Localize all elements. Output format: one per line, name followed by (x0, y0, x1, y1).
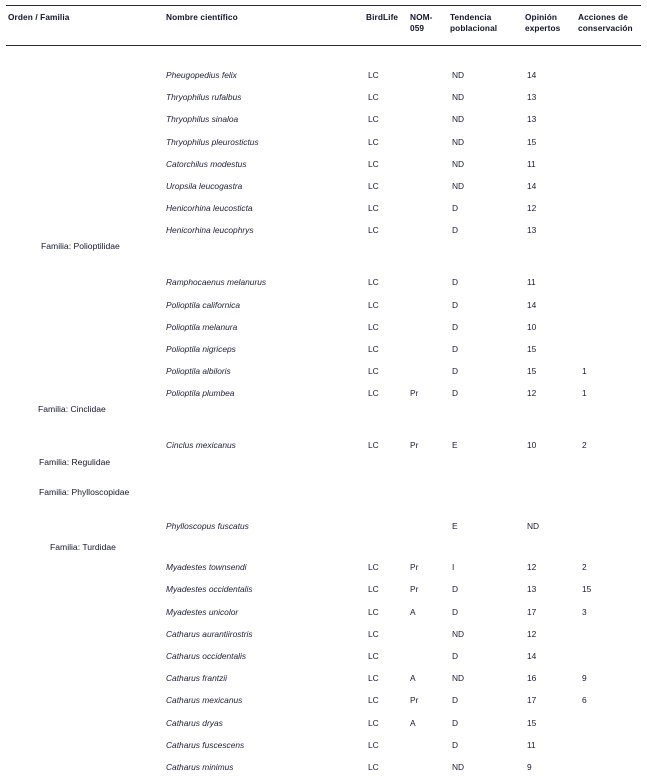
cell-nombre-cientifico: Henicorhina leucosticta (166, 203, 253, 213)
cell-nombre-cientifico: Thryophilus rufalbus (166, 92, 242, 102)
cell-tendencia-poblacional: D (452, 322, 459, 332)
table-row (0, 224, 647, 238)
cell-tendencia-poblacional: D (452, 718, 459, 728)
table-row (0, 91, 647, 105)
cell-opinion-expertos: 13 (527, 92, 537, 102)
cell-acciones-conservacion: 1 (582, 388, 587, 398)
table-row (0, 321, 647, 335)
cell-birdlife: LC (368, 277, 379, 287)
cell-tendencia-poblacional: ND (452, 629, 465, 639)
cell-acciones-conservacion: 3 (582, 607, 587, 617)
column-header-acciones-line1: Acciones de (578, 12, 628, 22)
cell-birdlife: LC (368, 562, 379, 572)
column-header-birdlife: BirdLife (366, 12, 399, 22)
cell-nom-059: Pr (410, 695, 419, 705)
cell-birdlife: LC (368, 344, 379, 354)
cell-birdlife: LC (368, 651, 379, 661)
table-row (0, 202, 647, 216)
cell-nombre-cientifico: Myadestes townsendi (166, 562, 247, 572)
column-header-opinion-line1: Opinión (525, 12, 558, 22)
cell-nombre-cientifico: Catharus occidentalis (166, 651, 247, 661)
cell-tendencia-poblacional: D (452, 366, 459, 376)
table-row-family (0, 403, 647, 417)
cell-nombre-cientifico: Myadestes occidentalis (166, 584, 253, 594)
cell-tendencia-poblacional: I (452, 562, 455, 572)
cell-opinion-expertos: 15 (527, 344, 537, 354)
cell-nombre-cientifico: Cinclus mexicanus (166, 440, 236, 450)
table-row (0, 739, 647, 753)
table-row (0, 561, 647, 575)
cell-birdlife: LC (368, 203, 379, 213)
cell-tendencia-poblacional: D (452, 300, 459, 310)
cell-birdlife: LC (368, 300, 379, 310)
cell-opinion-expertos: 12 (527, 203, 537, 213)
table-row (0, 180, 647, 194)
column-header-nom-059 (410, 12, 448, 33)
table-row (0, 136, 647, 150)
cell-opinion-expertos: 15 (527, 718, 537, 728)
cell-opinion-expertos: 12 (527, 562, 537, 572)
cell-tendencia-poblacional: D (452, 740, 459, 750)
cell-tendencia-poblacional: D (452, 695, 459, 705)
table-row-family (0, 456, 647, 470)
table-row (0, 276, 647, 290)
cell-opinion-expertos: 14 (527, 300, 537, 310)
cell-nombre-cientifico: Ramphocaenus melanurus (166, 277, 267, 287)
cell-opinion-expertos: 15 (527, 366, 537, 376)
cell-tendencia-poblacional: ND (452, 762, 465, 772)
cell-birdlife: LC (368, 225, 379, 235)
cell-nombre-cientifico: Henicorhina leucophrys (166, 225, 254, 235)
cell-nombre-cientifico: Polioptila albiloris (166, 366, 231, 376)
cell-nom-059: A (410, 673, 416, 683)
table-row (0, 628, 647, 642)
cell-nombre-cientifico: Pheugopedius felix (166, 70, 237, 80)
cell-tendencia-poblacional: D (452, 584, 459, 594)
table-row (0, 694, 647, 708)
cell-opinion-expertos: 12 (527, 388, 537, 398)
cell-birdlife: LC (368, 92, 379, 102)
cell-acciones-conservacion: 9 (582, 673, 587, 683)
column-header-opinion-line2: expertos (525, 22, 561, 33)
cell-opinion-expertos: 15 (527, 137, 537, 147)
cell-nom-059: Pr (410, 388, 419, 398)
column-header-orden-familia: Orden / Familia (8, 12, 70, 22)
table-row (0, 520, 647, 534)
table-row-family (0, 240, 647, 254)
cell-opinion-expertos: 17 (527, 695, 537, 705)
cell-opinion-expertos: 11 (527, 159, 536, 169)
cell-nom-059: Pr (410, 562, 419, 572)
family-label: Familia: Turdidae (50, 542, 116, 552)
cell-opinion-expertos: 13 (527, 225, 537, 235)
cell-tendencia-poblacional: ND (452, 92, 465, 102)
cell-acciones-conservacion: 1 (582, 366, 587, 376)
table-top-rule (6, 5, 641, 6)
cell-tendencia-poblacional: ND (452, 70, 465, 80)
cell-opinion-expertos: 9 (527, 762, 532, 772)
table-row (0, 343, 647, 357)
cell-tendencia-poblacional: ND (452, 673, 465, 683)
column-header-nom-059-line1: NOM- (410, 12, 433, 22)
table-row (0, 439, 647, 453)
table-row-family (0, 541, 647, 555)
cell-nom-059: Pr (410, 440, 419, 450)
table-row (0, 672, 647, 686)
table-row (0, 299, 647, 313)
cell-birdlife: LC (368, 181, 379, 191)
cell-tendencia-poblacional: ND (452, 114, 465, 124)
table-row (0, 158, 647, 172)
cell-nombre-cientifico: Catharus fuscescens (166, 740, 245, 750)
cell-tendencia-poblacional: E (452, 440, 458, 450)
cell-tendencia-poblacional: D (452, 651, 459, 661)
cell-acciones-conservacion: 2 (582, 562, 587, 572)
cell-birdlife: LC (368, 366, 379, 376)
cell-birdlife: LC (368, 584, 379, 594)
cell-tendencia-poblacional: D (452, 277, 459, 287)
cell-tendencia-poblacional: E (452, 521, 458, 531)
cell-nombre-cientifico: Polioptila plumbea (166, 388, 235, 398)
cell-tendencia-poblacional: D (452, 225, 459, 235)
cell-nombre-cientifico: Phylloscopus fuscatus (166, 521, 249, 531)
column-header-nombre-cientifico: Nombre científico (166, 12, 238, 22)
cell-opinion-expertos: 12 (527, 629, 537, 639)
cell-nombre-cientifico: Catorchilus modestus (166, 159, 247, 169)
cell-opinion-expertos: 11 (527, 740, 536, 750)
family-label: Familia: Phylloscopidae (39, 487, 130, 497)
table-header-rule (6, 45, 641, 46)
cell-birdlife: LC (368, 762, 379, 772)
cell-nom-059: Pr (410, 584, 419, 594)
table-row (0, 387, 647, 401)
family-label: Familia: Regulidae (39, 457, 111, 467)
table-header-row (0, 12, 647, 45)
cell-birdlife: LC (368, 740, 379, 750)
table-row (0, 761, 647, 775)
cell-opinion-expertos: 17 (527, 607, 537, 617)
cell-nombre-cientifico: Catharus frantzii (166, 673, 227, 683)
cell-nombre-cientifico: Catharus aurantiirostris (166, 629, 253, 639)
cell-tendencia-poblacional: ND (452, 159, 465, 169)
cell-nombre-cientifico: Catharus mexicanus (166, 695, 243, 705)
table-row (0, 606, 647, 620)
cell-nombre-cientifico: Catharus minimus (166, 762, 234, 772)
column-header-nom-059-line2: 059 (410, 22, 425, 33)
cell-opinion-expertos: 13 (527, 584, 537, 594)
cell-opinion-expertos: ND (527, 521, 540, 531)
table-row-family (0, 486, 647, 500)
family-label: Familia: Cinclidae (38, 404, 106, 414)
table-row (0, 650, 647, 664)
cell-acciones-conservacion: 2 (582, 440, 587, 450)
cell-nombre-cientifico: Uropsila leucogastra (166, 181, 243, 191)
cell-birdlife: LC (368, 607, 379, 617)
cell-birdlife: LC (368, 673, 379, 683)
cell-birdlife: LC (368, 718, 379, 728)
cell-birdlife: LC (368, 322, 379, 332)
column-header-acciones-conservacion (578, 12, 644, 33)
cell-birdlife: LC (368, 114, 379, 124)
column-header-tendencia-line2: poblacional (450, 22, 498, 33)
cell-opinion-expertos: 16 (527, 673, 537, 683)
cell-opinion-expertos: 14 (527, 181, 537, 191)
cell-birdlife: LC (368, 159, 379, 169)
table-row (0, 583, 647, 597)
cell-birdlife: LC (368, 70, 379, 80)
cell-tendencia-poblacional: ND (452, 181, 465, 191)
cell-opinion-expertos: 11 (527, 277, 536, 287)
cell-nom-059: A (410, 718, 416, 728)
cell-nombre-cientifico: Catharus dryas (166, 718, 223, 728)
cell-tendencia-poblacional: D (452, 203, 459, 213)
cell-opinion-expertos: 14 (527, 70, 537, 80)
table-row (0, 113, 647, 127)
cell-opinion-expertos: 13 (527, 114, 537, 124)
cell-opinion-expertos: 10 (527, 440, 537, 450)
cell-tendencia-poblacional: D (452, 388, 459, 398)
cell-birdlife: LC (368, 137, 379, 147)
cell-tendencia-poblacional: ND (452, 137, 465, 147)
cell-tendencia-poblacional: D (452, 344, 459, 354)
table-row (0, 69, 647, 83)
column-header-opinion-expertos (525, 12, 575, 33)
cell-opinion-expertos: 14 (527, 651, 537, 661)
cell-acciones-conservacion: 6 (582, 695, 587, 705)
cell-opinion-expertos: 10 (527, 322, 537, 332)
cell-nombre-cientifico: Myadestes unicolor (166, 607, 239, 617)
column-header-acciones-line2: conservación (578, 22, 633, 33)
cell-birdlife: LC (368, 440, 379, 450)
cell-tendencia-poblacional: D (452, 607, 459, 617)
cell-nombre-cientifico: Polioptila nigriceps (166, 344, 236, 354)
cell-nombre-cientifico: Polioptila melanura (166, 322, 238, 332)
cell-acciones-conservacion: 15 (582, 584, 592, 594)
column-header-tendencia-poblacional (450, 12, 520, 33)
cell-nombre-cientifico: Thryophilus sinaloa (166, 114, 239, 124)
cell-birdlife: LC (368, 629, 379, 639)
table-row (0, 717, 647, 731)
cell-nom-059: A (410, 607, 416, 617)
cell-nombre-cientifico: Polioptila californica (166, 300, 241, 310)
column-header-tendencia-line1: Tendencia (450, 12, 492, 22)
table-row (0, 365, 647, 379)
family-label: Familia: Polioptilidae (41, 241, 120, 251)
cell-nombre-cientifico: Thryophilus pleurostictus (166, 137, 259, 147)
cell-birdlife: LC (368, 695, 379, 705)
cell-birdlife: LC (368, 388, 379, 398)
